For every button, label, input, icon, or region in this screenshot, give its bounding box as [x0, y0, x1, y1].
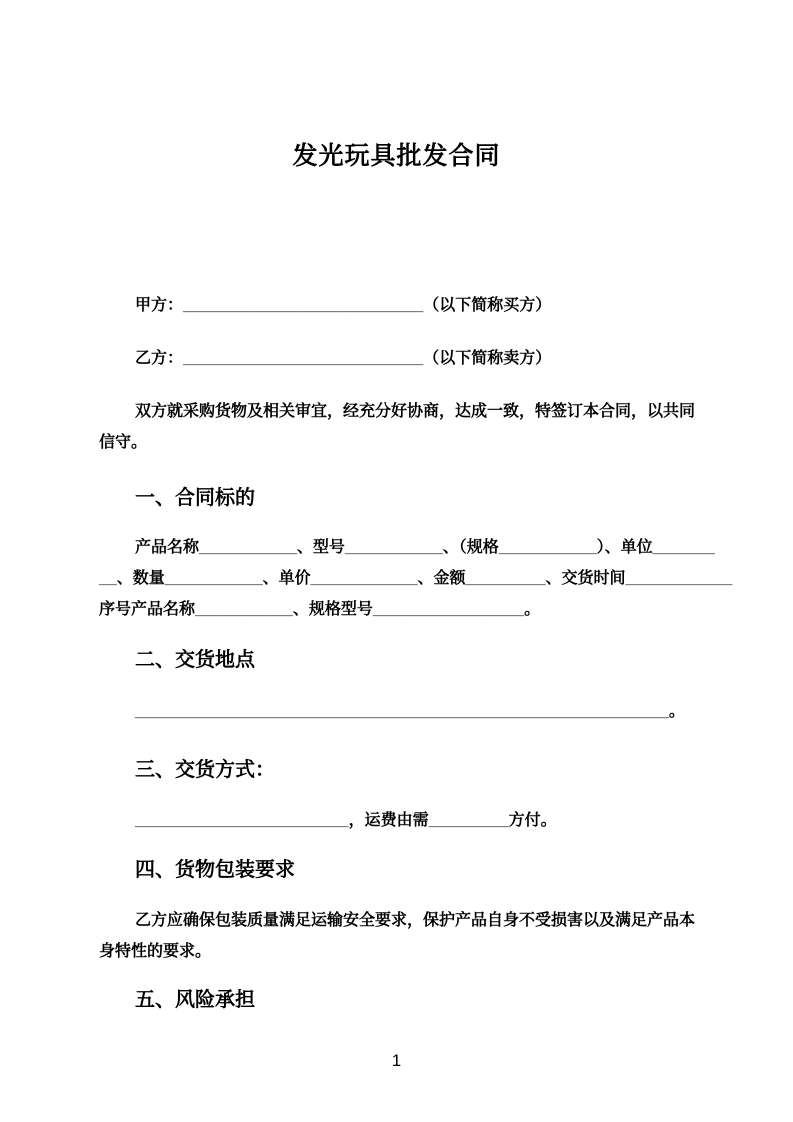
section-3-heading: 三、交货方式：	[135, 759, 275, 781]
party-b-blank: ___________________________	[183, 350, 424, 367]
section-1-line-2: __、数量___________、单价____________、金额_________、交货时间____________	[99, 570, 733, 587]
intro-paragraph	[99, 396, 694, 458]
party-b-note: （以下简称卖方）	[423, 350, 552, 367]
section-3-blank-line: ________________________，运费由需_________方付。	[135, 812, 557, 829]
intro-line-1: 双方就采购货物及相关审宜，经充分好协商，达成一致，特签订本合同，以共同	[135, 403, 696, 420]
party-b-label: 乙方：	[135, 350, 184, 367]
page-number: 1	[391, 1051, 402, 1070]
section-1-line-1: 产品名称___________、型号___________、（规格___________）、单位_______	[135, 539, 715, 556]
intro-line-2: 信守。	[99, 434, 148, 451]
section-1-heading: 一、合同标的	[135, 487, 255, 509]
party-a-line	[99, 290, 694, 321]
section-4-line-1: 乙方应确保包装质量满足运输安全要求，保护产品自身不受损害以及满足产品本	[135, 912, 696, 929]
section-1-body	[99, 532, 733, 625]
section-4-heading: 四、货物包装要求	[135, 859, 295, 881]
party-a-note: （以下简称买方）	[423, 297, 552, 314]
party-a-label: 甲方：	[135, 297, 184, 314]
party-b-line	[99, 343, 694, 374]
section-2-heading: 二、交货地点	[135, 649, 255, 671]
section-4-line-2: 身特性的要求。	[99, 943, 212, 960]
section-4-body	[99, 905, 694, 967]
party-a-blank: ___________________________	[183, 297, 424, 314]
section-1-line-3: 序号产品名称___________、规格型号_________________。	[99, 601, 541, 618]
document-title: 发光玩具批发合同	[292, 142, 501, 170]
section-2-blank-line: ____________________________________________________________。	[135, 703, 685, 720]
section-5-heading: 五、风险承担	[135, 989, 255, 1011]
